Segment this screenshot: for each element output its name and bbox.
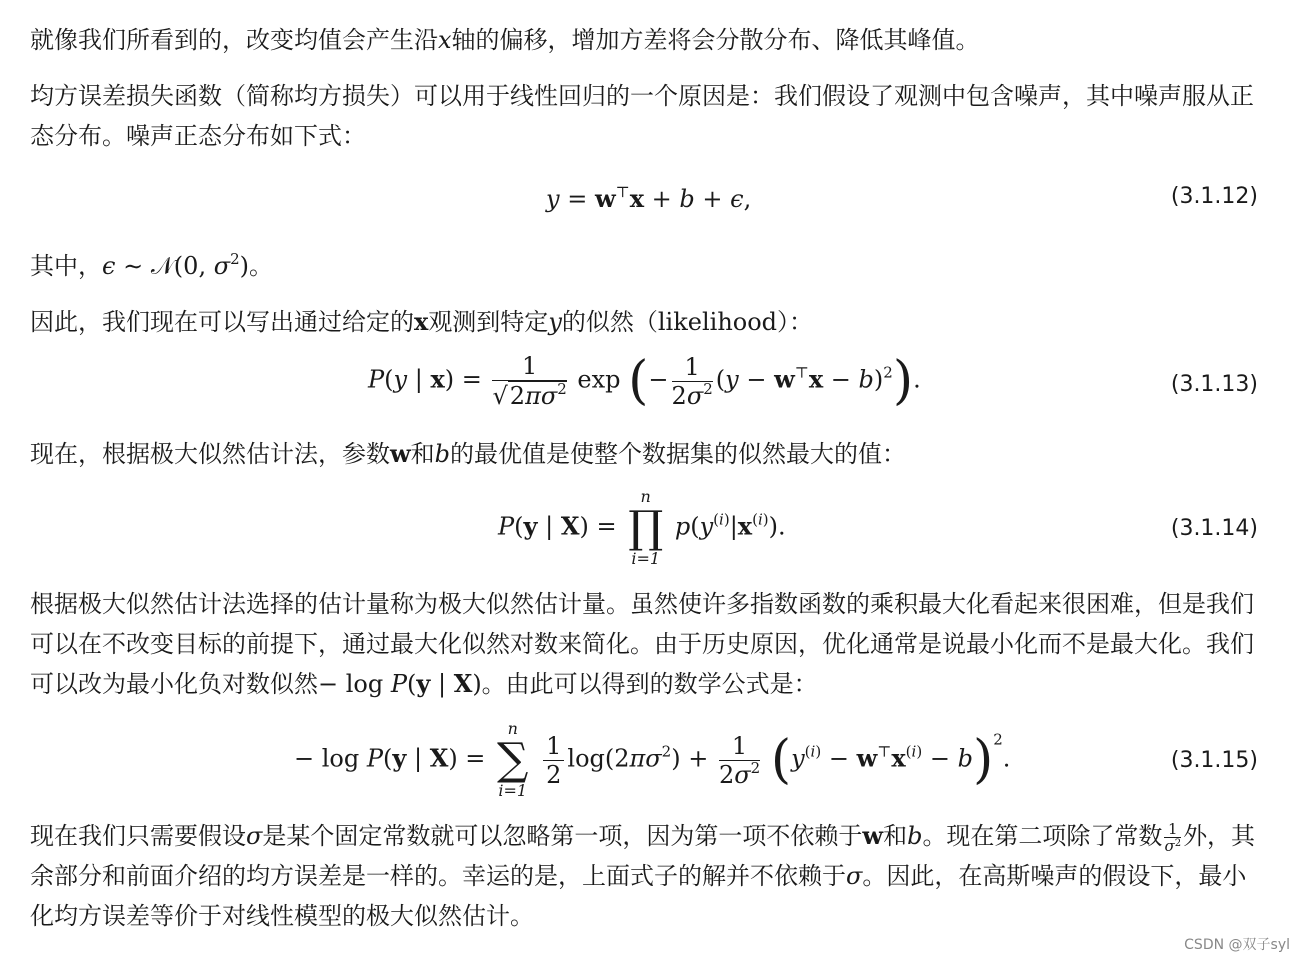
- fraction: $\frac{1}{2\sigma^2}$: [718, 731, 761, 789]
- paragraph-4: 因此，我们现在可以写出通过给定的x观测到特定y的似然（likelihood）：: [30, 307, 814, 336]
- paragraph-1: 就像我们所看到的，改变均值会产生沿x轴的偏移，增加方差将会分散分布、降低其峰值。: [30, 26, 980, 54]
- equation-number: (3.1.12): [1170, 184, 1258, 209]
- equation-body: P(y | x) = $\frac{1}{√2\pi\sigma^2}$ exp (− $\frac{1}{2\sigma^2}$ $(y - w^⊤x - b)^2$).: [368, 351, 921, 411]
- fraction: $\frac{1}{2}$: [543, 732, 564, 789]
- paragraph-7: 现在我们只需要假设σ是某个固定常数就可以忽略第一项，因为第一项不依赖于w和b。现在第二项除了常数 $\frac{1}{\sigma^2}$ 外，其余部分和前面介绍的均方误差是一样的。幸运的是，上面式子的解并不依赖于σ。因此，在高斯噪声的假设下，最小化均方误差等价于对线性模型的极大似然估计。: [30, 820, 1256, 930]
- paragraph-3: 其中，ϵ ∼ 𝒩(0, $\sigma^2$)。: [30, 250, 274, 280]
- sum-operator: n ∑ i=1: [497, 719, 529, 800]
- equation-body: − log P(y | X) = n ∑ i=1 $\frac{1}{2}$ $\log(2\pi\sigma^2)$ + $\frac{1}{2\sigma^2}$ $(y^{(i)} - w^⊤x^{(i)} - b)^2$.: [294, 719, 1011, 800]
- equation-body: y = w⊤x + b + ϵ,: [546, 183, 752, 213]
- inline-fraction: $\frac{1}{\sigma^2}$: [1164, 820, 1182, 855]
- paragraph-2: 均方误差损失函数（简称均方损失）可以用于线性回归的一个原因是：我们假设了观测中包含噪声，其中噪声服从正态分布。噪声正态分布如下式：: [30, 82, 1254, 150]
- paragraph-5: 现在，根据极大似然估计法，参数w和b的最优值是使整个数据集的似然最大的值：: [30, 439, 907, 468]
- fraction: $\frac{1}{√2\pi\sigma^2}$: [492, 352, 567, 410]
- fraction: $\frac{1}{2\sigma^2}$: [671, 352, 713, 410]
- product-operator: n ∏ i=1: [628, 487, 664, 568]
- equation-number: (3.1.14): [1170, 516, 1258, 541]
- watermark: CSDN @双子syl: [1184, 937, 1290, 953]
- equation-number: (3.1.15): [1170, 748, 1258, 773]
- equation-body: P(y | X) = n ∏ i=1 $p(y^{(i)}|x^{(i)})$.: [498, 487, 786, 568]
- equation-number: (3.1.13): [1170, 372, 1258, 397]
- paragraph-6: 根据极大似然估计法选择的估计量称为极大似然估计量。虽然使许多指数函数的乘积最大化看起来很困难，但是我们可以在不改变目标的前提下，通过最大化似然对数来简化。由于历史原因，优化通常是说最小化而不是最大化。我们可以改为最小化负对数似然− log P(y | X)。由此可以得到的数学公式是：: [30, 590, 1254, 698]
